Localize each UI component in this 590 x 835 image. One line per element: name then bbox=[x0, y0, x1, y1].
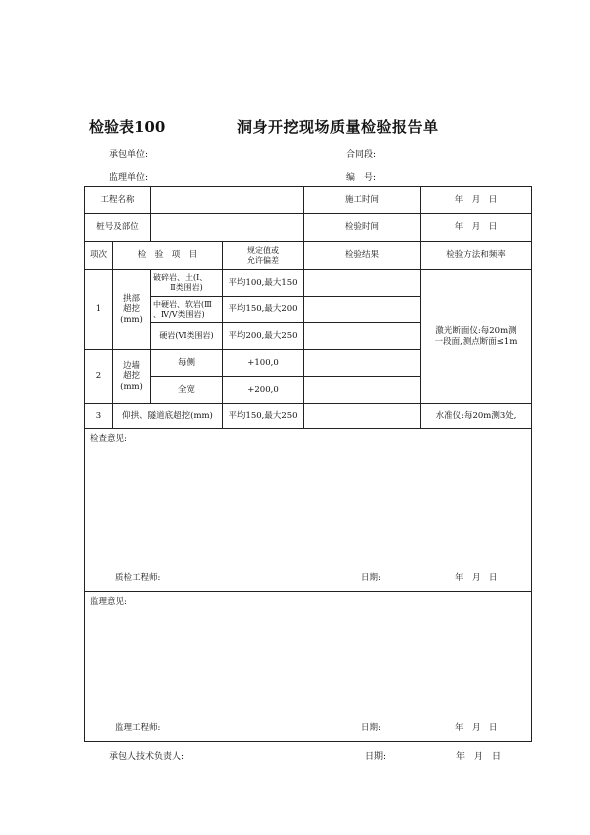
qc-engineer-label: 质检工程师: bbox=[115, 572, 161, 583]
col-item-header: 检 验 项 目 bbox=[113, 242, 223, 270]
col-result-header: 检验结果 bbox=[304, 242, 421, 270]
station-field[interactable] bbox=[151, 214, 304, 242]
construction-time-label: 施工时间 bbox=[304, 187, 421, 214]
row2-number: 2 bbox=[85, 350, 113, 404]
number-label: 编 号: bbox=[346, 173, 377, 183]
inspection-opinion-label: 检查意见: bbox=[90, 434, 127, 444]
row2b-subitem: 全宽 bbox=[151, 377, 223, 404]
page-title: 洞身开挖现场质量检验报告单 bbox=[237, 118, 439, 136]
inspection-date-value: 年 月 日 bbox=[455, 572, 498, 583]
col-method-header: 检验方法和频率 bbox=[421, 242, 532, 270]
contract-section-label: 合同段: bbox=[346, 150, 377, 160]
col-no-header: 项次 bbox=[85, 242, 113, 270]
inspection-time-value[interactable]: 年 月 日 bbox=[421, 214, 532, 242]
row3-result[interactable] bbox=[304, 404, 421, 429]
supervision-engineer-label: 监理工程师: bbox=[115, 722, 161, 733]
row3-number: 3 bbox=[85, 404, 113, 429]
row1c-spec: 平均200,最大250 bbox=[223, 323, 304, 350]
row2-category: 边墙 超挖 (mm) bbox=[113, 350, 151, 404]
tech-lead-label: 承包人技术负责人: bbox=[109, 752, 185, 762]
project-name-label: 工程名称 bbox=[85, 187, 151, 214]
col-spec-header: 规定值或 允许偏差 bbox=[223, 242, 304, 270]
row1c-result[interactable] bbox=[304, 323, 421, 350]
inspection-time-label: 检验时间 bbox=[304, 214, 421, 242]
row2a-spec: +100,0 bbox=[223, 350, 304, 377]
footer-date-value: 年 月 日 bbox=[456, 752, 502, 762]
row2b-spec: +200,0 bbox=[223, 377, 304, 404]
row1b-spec: 平均150,最大200 bbox=[223, 297, 304, 323]
row1b-subitem: 中硬岩、软岩(Ⅲ 、Ⅳ/Ⅴ类围岩) bbox=[151, 297, 223, 323]
row3-method: 水准仪:每20m测3处, bbox=[421, 404, 532, 429]
row3-spec: 平均150,最大250 bbox=[223, 404, 304, 429]
row2a-subitem: 每侧 bbox=[151, 350, 223, 377]
row2b-result[interactable] bbox=[304, 377, 421, 404]
row1a-subitem: 破碎岩、土(Ⅰ、 Ⅱ类围岩) bbox=[151, 270, 223, 297]
row2a-result[interactable] bbox=[304, 350, 421, 377]
footer-date-label: 日期: bbox=[365, 752, 387, 762]
supervision-date-label: 日期: bbox=[361, 722, 381, 733]
inspection-table-body bbox=[84, 186, 532, 742]
supervisor-label: 监理单位: bbox=[109, 173, 149, 183]
row1c-subitem: 硬岩(Ⅵ类围岩) bbox=[151, 323, 223, 350]
row1-category: 拱部 超挖 (mm) bbox=[113, 270, 151, 350]
row1-number: 1 bbox=[85, 270, 113, 350]
supervision-date-value: 年 月 日 bbox=[455, 722, 498, 733]
form-number: 检验表100 bbox=[89, 118, 166, 136]
row1b-result[interactable] bbox=[304, 297, 421, 323]
contractor-label: 承包单位: bbox=[109, 150, 149, 160]
inspection-date-label: 日期: bbox=[361, 572, 381, 583]
supervision-opinion-label: 监理意见: bbox=[90, 597, 127, 607]
laser-method: 激光断面仪:每20m测 一段面,测点断面≤1m bbox=[421, 270, 532, 404]
construction-time-value[interactable]: 年 月 日 bbox=[421, 187, 532, 214]
row1a-result[interactable] bbox=[304, 270, 421, 297]
row3-item: 仰拱、隧道底超挖(mm) bbox=[113, 404, 223, 429]
station-label: 桩号及部位 bbox=[85, 214, 151, 242]
supervision-opinion-box[interactable] bbox=[85, 592, 532, 742]
inspection-opinion-box[interactable] bbox=[85, 429, 532, 592]
project-name-field[interactable] bbox=[151, 187, 304, 214]
row1a-spec: 平均100,最大150 bbox=[223, 270, 304, 297]
